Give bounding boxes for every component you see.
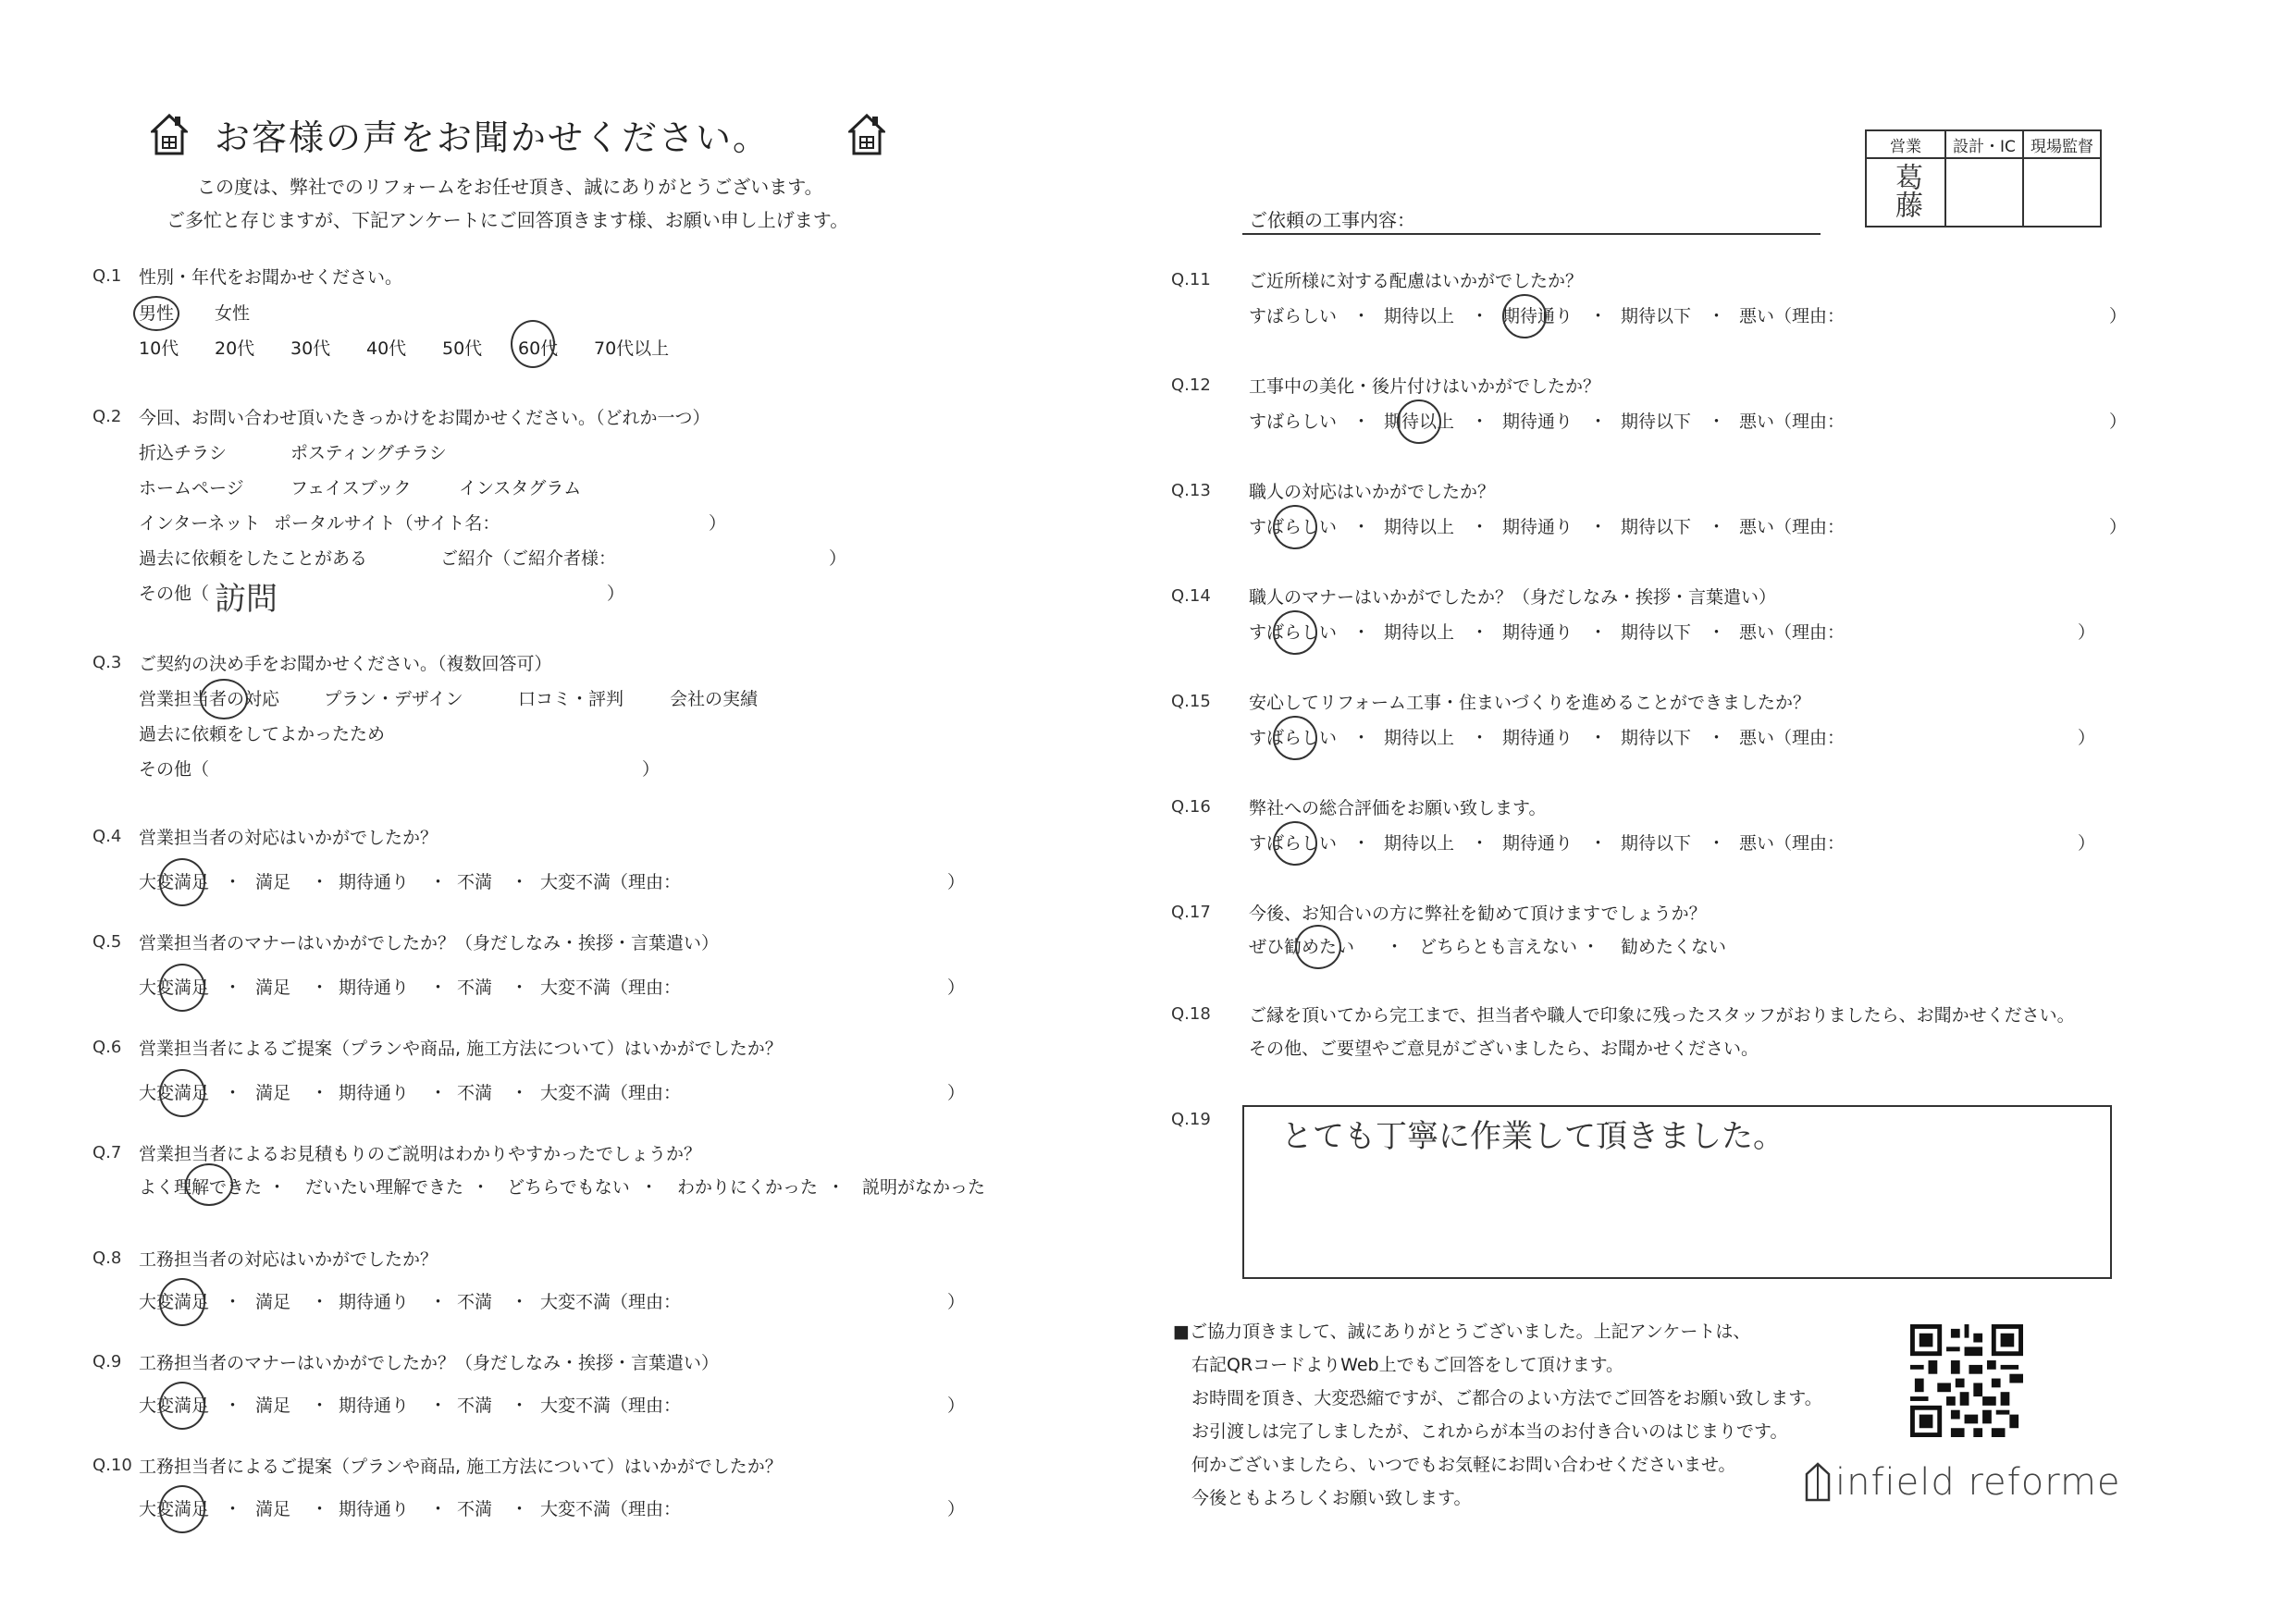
staff-header-design: 設計・IC bbox=[1945, 130, 2023, 158]
q9-scale-dot-4: ・ bbox=[511, 1396, 529, 1416]
q10-scale-option-2[interactable]: 満足 bbox=[255, 1499, 291, 1519]
q5-scale-option-3[interactable]: 期待通り bbox=[339, 977, 410, 998]
house-icon-left bbox=[151, 113, 188, 157]
q15-reason-close: ） bbox=[2078, 728, 2096, 748]
q14-scale-option-1[interactable]: すばらしい bbox=[1249, 622, 1338, 643]
q5-scale-option-4[interactable]: 不満 bbox=[457, 977, 493, 998]
qr-code-icon[interactable] bbox=[1910, 1324, 2023, 1437]
brand-logo: infield reforme bbox=[1835, 1461, 2121, 1504]
q3-option-plan[interactable]: プラン・デザイン bbox=[324, 689, 463, 709]
q2-other-close: ） bbox=[607, 584, 625, 604]
q8-scale-dot-3: ・ bbox=[429, 1292, 448, 1312]
q13-reason-close: ） bbox=[2109, 517, 2128, 537]
q13-answer-mark bbox=[1273, 505, 1317, 549]
q1-age-30[interactable]: 30代 bbox=[290, 338, 331, 359]
q2-option-instagram[interactable]: インスタグラム bbox=[459, 478, 582, 498]
q2-option-flyer[interactable]: 折込チラシ bbox=[139, 443, 228, 463]
q9-scale-dot-3: ・ bbox=[429, 1396, 448, 1416]
q9-scale-option-5[interactable]: 大変不満（理由： bbox=[540, 1396, 682, 1416]
q14-scale-dot-1: ・ bbox=[1352, 622, 1371, 643]
q16-scale-option-2[interactable]: 期待以上 bbox=[1384, 833, 1455, 854]
q2-portal-close: ） bbox=[709, 513, 727, 534]
q3-option-past[interactable]: 過去に依頼をしてよかったため bbox=[139, 724, 386, 744]
staff-header-site: 現場監督 bbox=[2023, 130, 2101, 158]
q19-number: Q.19 bbox=[1171, 1110, 1211, 1129]
brand-house-icon bbox=[1804, 1461, 1832, 1502]
q10-scale-option-1[interactable]: 大変満足 bbox=[139, 1499, 210, 1519]
q7-option-2[interactable]: だいたい理解できた bbox=[305, 1177, 464, 1198]
q11-scale-option-3[interactable]: 期待通り bbox=[1502, 306, 1574, 326]
q8-scale-option-1[interactable]: 大変満足 bbox=[139, 1292, 210, 1312]
q12-scale-dot-3: ・ bbox=[1589, 412, 1608, 432]
q12-number: Q.12 bbox=[1171, 375, 1211, 395]
q15-scale-option-3[interactable]: 期待通り bbox=[1502, 728, 1574, 748]
q1-age-20[interactable]: 20代 bbox=[215, 338, 255, 359]
q9-reason-close: ） bbox=[947, 1396, 966, 1416]
q11-scale-option-2[interactable]: 期待以上 bbox=[1384, 306, 1455, 326]
q6-scale-option-3[interactable]: 期待通り bbox=[339, 1083, 410, 1103]
q11-scale-dot-2: ・ bbox=[1471, 306, 1489, 326]
q14-scale-option-5[interactable]: 悪い（理由： bbox=[1739, 622, 1845, 643]
q17-option-1[interactable]: ぜひ勧めたい bbox=[1249, 937, 1355, 957]
q2-text: 今回、お問い合わせ頂いたきっかけをお聞かせください。（どれか一つ） bbox=[139, 408, 710, 428]
footer-line-3: お時間を頂き、大変恐縮ですが、ご都合のよい方法でご回答をお願い致します。 bbox=[1191, 1388, 1822, 1408]
footer-line-1: ■ご協力頂きまして、誠にありがとうございました。上記アンケートは、 bbox=[1173, 1322, 1751, 1342]
q18-text-2: その他、ご要望やご意見がございましたら、お聞かせください。 bbox=[1249, 1039, 1759, 1059]
q11-scale-dot-3: ・ bbox=[1589, 306, 1608, 326]
q10-text: 工務担当者によるご提案（プランや商品, 施工方法について）はいかがでしたか？ bbox=[139, 1457, 783, 1477]
q12-text: 工事中の美化・後片付けはいかがでしたか？ bbox=[1249, 376, 1601, 397]
q11-text: ご近所様に対する配慮はいかがでしたか？ bbox=[1249, 271, 1584, 291]
q12-scale-option-5[interactable]: 悪い（理由： bbox=[1739, 412, 1845, 432]
q8-scale-option-4[interactable]: 不満 bbox=[457, 1292, 493, 1312]
q11-scale-dot-1: ・ bbox=[1352, 306, 1371, 326]
q8-scale-option-2[interactable]: 満足 bbox=[255, 1292, 291, 1312]
q15-scale-dot-3: ・ bbox=[1589, 728, 1608, 748]
q1-age-10[interactable]: 10代 bbox=[139, 338, 179, 359]
q15-answer-mark bbox=[1273, 716, 1317, 760]
q6-number: Q.6 bbox=[93, 1038, 122, 1057]
q14-number: Q.14 bbox=[1171, 586, 1211, 606]
q15-scale-option-1[interactable]: すばらしい bbox=[1249, 728, 1338, 748]
q10-scale-dot-4: ・ bbox=[511, 1499, 529, 1519]
q11-scale-option-1[interactable]: すばらしい bbox=[1249, 306, 1338, 326]
q1-gender-male[interactable]: 男性 bbox=[139, 303, 175, 324]
q12-reason-close: ） bbox=[2109, 412, 2128, 432]
q12-scale-option-2[interactable]: 期待以上 bbox=[1384, 412, 1455, 432]
page-title: お客様の声をお聞かせください。 bbox=[215, 117, 771, 158]
q3-option-sales[interactable]: 営業担当者の対応 bbox=[139, 689, 280, 709]
footer-line-2: 右記QRコードよりWeb上でもご回答をして頂けます。 bbox=[1191, 1355, 1624, 1375]
q13-scale-option-1[interactable]: すばらしい bbox=[1249, 517, 1338, 537]
q8-scale-dot-4: ・ bbox=[511, 1292, 529, 1312]
footer-line-6: 今後ともよろしくお願い致します。 bbox=[1191, 1488, 1472, 1508]
intro-line-2: ご多忙と存じますが、下記アンケートにご回答頂きます様、お願い申し上げます。 bbox=[167, 209, 849, 231]
q5-text: 営業担当者のマナーはいかがでしたか？（身だしなみ・挨拶・言葉遣い） bbox=[139, 933, 720, 953]
q17-mark bbox=[1295, 925, 1341, 969]
q3-sales-mark bbox=[200, 679, 248, 719]
q2-option-other[interactable]: その他（ bbox=[139, 584, 210, 604]
q5-scale-dot-3: ・ bbox=[429, 977, 448, 998]
q10-scale-dot-2: ・ bbox=[311, 1499, 329, 1519]
q12-scale-dot-1: ・ bbox=[1352, 412, 1371, 432]
q4-scale-option-2[interactable]: 満足 bbox=[255, 872, 291, 892]
q5-reason-close: ） bbox=[947, 977, 966, 998]
q13-scale-dot-4: ・ bbox=[1708, 517, 1726, 537]
q8-answer-mark bbox=[159, 1278, 205, 1326]
q15-text: 安心してリフォーム工事・住まいづくりを進めることができましたか？ bbox=[1249, 693, 1811, 713]
q3-option-review[interactable]: 口コミ・評判 bbox=[518, 689, 624, 709]
q13-scale-option-2[interactable]: 期待以上 bbox=[1384, 517, 1455, 537]
q1-age-40[interactable]: 40代 bbox=[366, 338, 407, 359]
q13-scale-option-4[interactable]: 期待以下 bbox=[1621, 517, 1692, 537]
q7-dot-3: ・ bbox=[640, 1177, 659, 1198]
q17-dot-2: ・ bbox=[1582, 937, 1600, 957]
q1-gender-mark bbox=[133, 296, 179, 331]
q2-option-internet[interactable]: インターネット bbox=[139, 513, 261, 534]
q8-reason-close: ） bbox=[947, 1292, 966, 1312]
q15-scale-option-5[interactable]: 悪い（理由： bbox=[1739, 728, 1845, 748]
q14-scale-dot-4: ・ bbox=[1708, 622, 1726, 643]
q1-text: 性別・年代をお聞かせください。 bbox=[139, 267, 403, 288]
q4-number: Q.4 bbox=[93, 827, 122, 846]
q4-reason-close: ） bbox=[947, 872, 966, 892]
q2-option-posting[interactable]: ポスティングチラシ bbox=[290, 443, 447, 463]
q2-option-homepage[interactable]: ホームページ bbox=[139, 478, 244, 498]
work-content-underline bbox=[1242, 233, 1821, 235]
q13-scale-dot-2: ・ bbox=[1471, 517, 1489, 537]
q13-number: Q.13 bbox=[1171, 481, 1211, 500]
q11-scale-option-5[interactable]: 悪い（理由： bbox=[1739, 306, 1845, 326]
q4-scale-dot-2: ・ bbox=[311, 872, 329, 892]
q12-scale-dot-4: ・ bbox=[1708, 412, 1726, 432]
q6-scale-option-2[interactable]: 満足 bbox=[255, 1083, 291, 1103]
q19-answer: とても丁寧に作業して頂きました。 bbox=[1281, 1118, 1784, 1155]
q14-scale-option-2[interactable]: 期待以上 bbox=[1384, 622, 1455, 643]
q1-age-50[interactable]: 50代 bbox=[442, 338, 483, 359]
q8-scale-option-3[interactable]: 期待通り bbox=[339, 1292, 410, 1312]
q7-dot-1: ・ bbox=[268, 1177, 287, 1198]
q9-scale-option-1[interactable]: 大変満足 bbox=[139, 1396, 210, 1416]
q5-scale-dot-2: ・ bbox=[311, 977, 329, 998]
q6-reason-close: ） bbox=[947, 1083, 966, 1103]
q2-option-past[interactable]: 過去に依頼をしたことがある bbox=[139, 548, 368, 569]
q15-scale-option-4[interactable]: 期待以下 bbox=[1621, 728, 1692, 748]
q8-text: 工務担当者の対応はいかがでしたか？ bbox=[139, 1249, 438, 1270]
q18-number: Q.18 bbox=[1171, 1004, 1211, 1024]
q14-answer-mark bbox=[1273, 610, 1317, 655]
q19-answer-box[interactable] bbox=[1242, 1105, 2112, 1279]
q7-option-1[interactable]: よく理解できた bbox=[139, 1177, 263, 1198]
q17-dot-1: ・ bbox=[1386, 937, 1404, 957]
q4-scale-option-1[interactable]: 大変満足 bbox=[139, 872, 210, 892]
q1-age-60[interactable]: 60代 bbox=[518, 338, 559, 359]
q5-answer-mark bbox=[159, 964, 205, 1012]
q16-number: Q.16 bbox=[1171, 797, 1211, 817]
q8-number: Q.8 bbox=[93, 1248, 122, 1268]
q14-text: 職人のマナーはいかがでしたか？（身だしなみ・挨拶・言葉遣い） bbox=[1249, 587, 1777, 608]
q6-scale-option-4[interactable]: 不満 bbox=[457, 1083, 493, 1103]
work-content-label: ご依頼の工事内容： bbox=[1249, 209, 1415, 231]
q3-text: ご契約の決め手をお聞かせください。（複数回答可） bbox=[139, 654, 552, 674]
q16-scale-option-5[interactable]: 悪い（理由： bbox=[1739, 833, 1845, 854]
q12-answer-mark bbox=[1397, 400, 1441, 444]
q10-scale-option-5[interactable]: 大変不満（理由： bbox=[540, 1499, 682, 1519]
q5-scale-option-5[interactable]: 大変不満（理由： bbox=[540, 977, 682, 998]
q16-scale-dot-4: ・ bbox=[1708, 833, 1726, 854]
q15-number: Q.15 bbox=[1171, 692, 1211, 711]
q10-scale-option-3[interactable]: 期待通り bbox=[339, 1499, 410, 1519]
q14-scale-option-4[interactable]: 期待以下 bbox=[1621, 622, 1692, 643]
q16-scale-option-4[interactable]: 期待以下 bbox=[1621, 833, 1692, 854]
q5-scale-option-2[interactable]: 満足 bbox=[255, 977, 291, 998]
q4-scale-option-5[interactable]: 大変不満（理由： bbox=[540, 872, 682, 892]
house-icon-right bbox=[848, 113, 885, 157]
q1-gender-female[interactable]: 女性 bbox=[215, 303, 251, 324]
q10-scale-option-4[interactable]: 不満 bbox=[457, 1499, 493, 1519]
q9-scale-option-2[interactable]: 満足 bbox=[255, 1396, 291, 1416]
footer-line-5: 何かございましたら、いつでもお気軽にお問い合わせくださいませ。 bbox=[1191, 1455, 1736, 1475]
q15-scale-dot-4: ・ bbox=[1708, 728, 1726, 748]
q17-number: Q.17 bbox=[1171, 903, 1211, 922]
q8-scale-dot-2: ・ bbox=[311, 1292, 329, 1312]
q1-number: Q.1 bbox=[93, 266, 122, 286]
q11-scale-option-4[interactable]: 期待以下 bbox=[1621, 306, 1692, 326]
q16-scale-option-3[interactable]: 期待通り bbox=[1502, 833, 1574, 854]
q16-scale-dot-3: ・ bbox=[1589, 833, 1608, 854]
q10-scale-dot-1: ・ bbox=[224, 1499, 242, 1519]
q6-scale-option-5[interactable]: 大変不満（理由： bbox=[540, 1083, 682, 1103]
q9-scale-option-4[interactable]: 不満 bbox=[457, 1396, 493, 1416]
q6-answer-mark bbox=[159, 1069, 205, 1117]
q4-answer-mark bbox=[159, 858, 205, 906]
q11-number: Q.11 bbox=[1171, 270, 1211, 289]
q4-scale-dot-3: ・ bbox=[429, 872, 448, 892]
q3-other-close: ） bbox=[642, 759, 660, 780]
q14-reason-close: ） bbox=[2078, 622, 2096, 643]
q6-scale-dot-1: ・ bbox=[224, 1083, 242, 1103]
q12-scale-option-4[interactable]: 期待以下 bbox=[1621, 412, 1692, 432]
q9-scale-dot-1: ・ bbox=[224, 1396, 242, 1416]
intro-line-1: この度は、弊社でのリフォームをお任せ頂き、誠にありがとうございます。 bbox=[197, 176, 823, 198]
q4-text: 営業担当者の対応はいかがでしたか？ bbox=[139, 828, 438, 848]
q13-scale-option-3[interactable]: 期待通り bbox=[1502, 517, 1574, 537]
q8-scale-option-5[interactable]: 大変不満（理由： bbox=[540, 1292, 682, 1312]
q7-option-3[interactable]: どちらでもない bbox=[507, 1177, 630, 1198]
design-stamp-cell bbox=[1945, 158, 2023, 227]
q2-option-portal[interactable]: ポータルサイト（サイト名： bbox=[274, 513, 500, 534]
q4-scale-option-3[interactable]: 期待通り bbox=[339, 872, 410, 892]
q3-number: Q.3 bbox=[93, 653, 122, 672]
q7-option-5[interactable]: 説明がなかった bbox=[862, 1177, 986, 1198]
q7-dot-2: ・ bbox=[472, 1177, 490, 1198]
sales-stamp-cell bbox=[1866, 158, 1945, 227]
q7-dot-4: ・ bbox=[827, 1177, 846, 1198]
q10-number: Q.10 bbox=[93, 1456, 132, 1475]
q4-scale-option-4[interactable]: 不満 bbox=[457, 872, 493, 892]
q14-scale-dot-2: ・ bbox=[1471, 622, 1489, 643]
q13-scale-dot-3: ・ bbox=[1589, 517, 1608, 537]
q11-answer-mark bbox=[1502, 294, 1547, 338]
q6-scale-option-1[interactable]: 大変満足 bbox=[139, 1083, 210, 1103]
q17-option-3[interactable]: 勧めたくない bbox=[1621, 937, 1727, 957]
q18-text-1: ご縁を頂いてから完工まで、担当者や職人で印象に残ったスタッフがおりましたら、お聞かせください。 bbox=[1249, 1005, 2075, 1026]
q9-answer-mark bbox=[159, 1382, 205, 1430]
q16-scale-dot-2: ・ bbox=[1471, 833, 1489, 854]
q2-option-referral[interactable]: ご紹介（ご紹介者様： bbox=[440, 548, 617, 569]
q6-scale-dot-3: ・ bbox=[429, 1083, 448, 1103]
q13-text: 職人の対応はいかがでしたか？ bbox=[1249, 482, 1496, 502]
q3-option-other[interactable]: その他（ bbox=[139, 759, 210, 780]
q12-scale-dot-2: ・ bbox=[1471, 412, 1489, 432]
site-stamp-cell bbox=[2023, 158, 2101, 227]
q9-scale-option-3[interactable]: 期待通り bbox=[339, 1396, 410, 1416]
staff-stamp-table bbox=[1865, 129, 2102, 227]
q11-scale-dot-4: ・ bbox=[1708, 306, 1726, 326]
q7-mark bbox=[185, 1163, 233, 1206]
q7-text: 営業担当者によるお見積もりのご説明はわかりやすかったでしょうか？ bbox=[139, 1144, 702, 1164]
q14-scale-option-3[interactable]: 期待通り bbox=[1502, 622, 1574, 643]
q9-number: Q.9 bbox=[93, 1352, 122, 1371]
q15-scale-option-2[interactable]: 期待以上 bbox=[1384, 728, 1455, 748]
q9-scale-dot-2: ・ bbox=[311, 1396, 329, 1416]
q16-text: 弊社への総合評価をお願い致します。 bbox=[1249, 798, 1547, 818]
q9-text: 工務担当者のマナーはいかがでしたか？（身だしなみ・挨拶・言葉遣い） bbox=[139, 1353, 720, 1373]
q10-scale-dot-3: ・ bbox=[429, 1499, 448, 1519]
sales-signature: 葛藤 bbox=[1890, 163, 1922, 218]
q6-scale-dot-4: ・ bbox=[511, 1083, 529, 1103]
q16-reason-close: ） bbox=[2078, 833, 2096, 854]
q2-option-facebook[interactable]: フェイスブック bbox=[290, 478, 412, 498]
q15-scale-dot-2: ・ bbox=[1471, 728, 1489, 748]
q16-answer-mark bbox=[1273, 821, 1317, 866]
q6-text: 営業担当者によるご提案（プランや商品, 施工方法について）はいかがでしたか？ bbox=[139, 1039, 783, 1059]
q5-scale-dot-4: ・ bbox=[511, 977, 529, 998]
q5-scale-dot-1: ・ bbox=[224, 977, 242, 998]
q11-reason-close: ） bbox=[2109, 306, 2128, 326]
q12-scale-option-1[interactable]: すばらしい bbox=[1249, 412, 1338, 432]
q4-scale-dot-4: ・ bbox=[511, 872, 529, 892]
q8-scale-dot-1: ・ bbox=[224, 1292, 242, 1312]
q1-age-70plus[interactable]: 70代以上 bbox=[594, 338, 670, 359]
q15-scale-dot-1: ・ bbox=[1352, 728, 1371, 748]
q10-reason-close: ） bbox=[947, 1499, 966, 1519]
q17-option-2[interactable]: どちらとも言えない bbox=[1419, 937, 1578, 957]
q17-text: 今後、お知合いの方に弊社を勧めて頂けますでしょうか？ bbox=[1249, 904, 1707, 924]
q2-number: Q.2 bbox=[93, 407, 122, 426]
footer-line-4: お引渡しは完了しましたが、これからが本当のお付き合いのはじまりです。 bbox=[1191, 1421, 1788, 1442]
q5-scale-option-1[interactable]: 大変満足 bbox=[139, 977, 210, 998]
q14-scale-dot-3: ・ bbox=[1589, 622, 1608, 643]
q7-number: Q.7 bbox=[93, 1143, 122, 1162]
q5-number: Q.5 bbox=[93, 932, 122, 952]
q1-age-mark bbox=[511, 320, 555, 368]
q2-other-answer: 訪問 bbox=[215, 581, 278, 618]
q4-scale-dot-1: ・ bbox=[224, 872, 242, 892]
q12-scale-option-3[interactable]: 期待通り bbox=[1502, 412, 1574, 432]
q13-scale-option-5[interactable]: 悪い（理由： bbox=[1739, 517, 1845, 537]
q13-scale-dot-1: ・ bbox=[1352, 517, 1371, 537]
q16-scale-dot-1: ・ bbox=[1352, 833, 1371, 854]
staff-header-sales: 営業 bbox=[1866, 130, 1945, 158]
q3-option-record[interactable]: 会社の実績 bbox=[670, 689, 759, 709]
q16-scale-option-1[interactable]: すばらしい bbox=[1249, 833, 1338, 854]
q10-answer-mark bbox=[159, 1485, 205, 1533]
q7-option-4[interactable]: わかりにくかった bbox=[677, 1177, 819, 1198]
q2-referral-close: ） bbox=[829, 548, 847, 569]
q6-scale-dot-2: ・ bbox=[311, 1083, 329, 1103]
